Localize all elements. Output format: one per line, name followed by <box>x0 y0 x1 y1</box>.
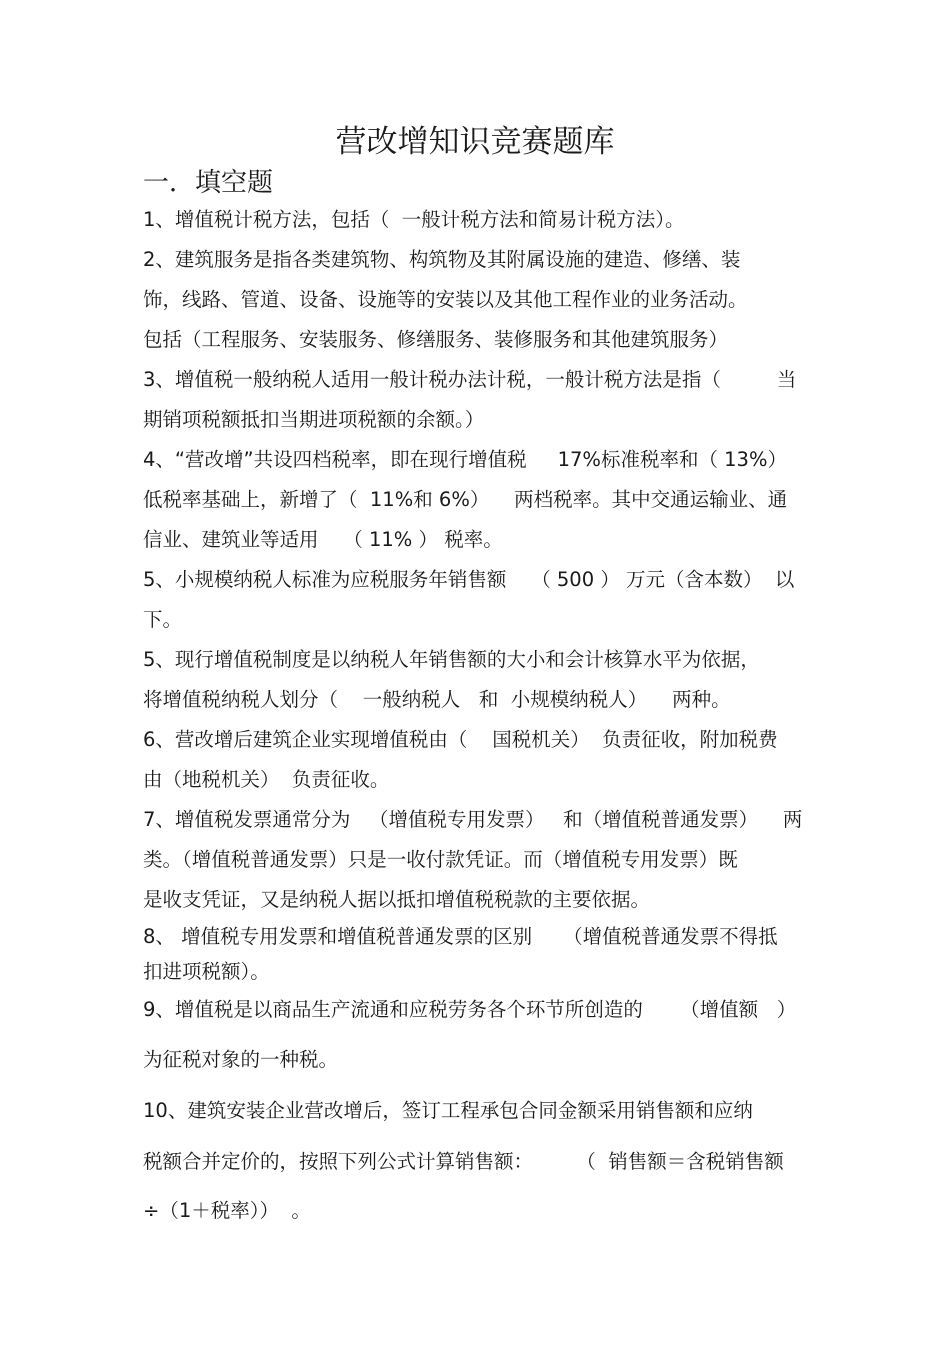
text-line: 6、营改增后建筑企业实现增值税由（ 国税机关） 负责征收，附加税费 <box>143 728 778 751</box>
text-line: 10、建筑安装企业营改增后，签订工程承包合同金额采用销售额和应纳 <box>143 1099 753 1122</box>
text-line: 5、现行增值税制度是以纳税人年销售额的大小和会计核算水平为依据， <box>143 648 760 671</box>
text-line: 2、建筑服务是指各类建筑物、构筑物及其附属设施的建造、修缮、装 <box>143 248 741 271</box>
text-line: 9、增值税是以商品生产流通和应税劳务各个环节所创造的 （增值额 ） <box>143 998 797 1021</box>
page-title: 营改增知识竞赛题库 <box>335 124 615 160</box>
text-line: 将增值税纳税人划分（ 一般纳税人 和 小规模纳税人） 两种。 <box>143 688 731 711</box>
text-line: 低税率基础上，新增了（ 11%和 6%） 两档税率。其中交通运输业、通 <box>143 488 788 511</box>
text-line: 5、小规模纳税人标准为应税服务年销售额 （ 500 ） 万元（含本数） 以 <box>143 568 795 591</box>
text-line: 8、 增值税专用发票和增值税普通发票的区别 （增值税普通发票不得抵 <box>143 925 778 948</box>
text-line: 税额合并定价的，按照下列公式计算销售额： （ 销售额＝含税销售额 <box>143 1150 784 1173</box>
text-line: 4、“营改增”共设四档税率，即在现行增值税 17%标准税率和（ 13%） <box>143 448 787 471</box>
text-line: 期销项税额抵扣当期进项税额的余额。） <box>143 408 485 431</box>
text-line: ÷（1＋税率）） 。 <box>143 1199 311 1222</box>
text-line: 为征税对象的一种税。 <box>143 1048 339 1071</box>
text-line: 由（地税机关） 负责征收。 <box>143 768 390 791</box>
text-line: 下。 <box>143 608 183 631</box>
text-line: 包括（工程服务、安装服务、修缮服务、装修服务和其他建筑服务） <box>143 328 729 351</box>
text-line: 信业、建筑业等适用 （ 11% ） 税率。 <box>143 528 503 551</box>
text-line: 饰，线路、管道、设备、设施等的安装以及其他工程作业的业务活动。 <box>143 288 748 311</box>
text-line: 类。（增值税普通发票）只是一收付款凭证。而（增值税专用发票）既 <box>143 848 738 871</box>
text-line: 是收支凭证，又是纳税人据以抵扣增值税税款的主要依据。 <box>143 888 651 911</box>
section-heading: 一．填空题 <box>143 168 274 198</box>
text-line: 1、增值税计税方法，包括（ 一般计税方法和简易计税方法）。 <box>143 208 685 231</box>
text-line: 扣进项税额）。 <box>143 960 270 983</box>
text-line: 3、增值税一般纳税人适用一般计税办法计税，一般计税方法是指（ 当 <box>143 368 797 391</box>
text-line: 7、增值税发票通常分为 （增值税专用发票） 和（增值税普通发票） 两 <box>143 808 803 831</box>
